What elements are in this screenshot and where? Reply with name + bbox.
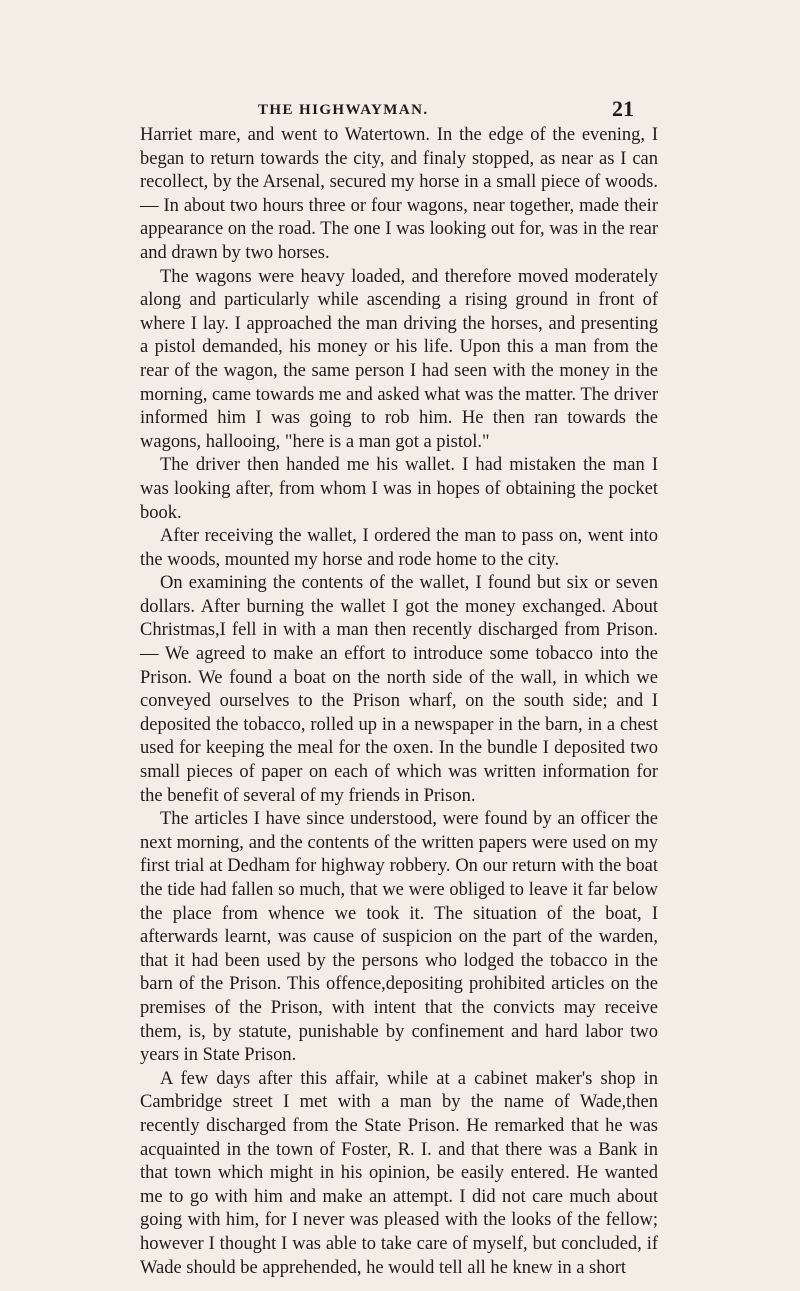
paragraph: The driver then handed me his wallet. I had mistaken the man I was looking after, from whom I was in hopes of obtaining the pocket book. — [140, 455, 658, 523]
paragraph: Harriet mare, and went to Watertown. In the edge of the evening, I began to return towards the city, and finaly stopped, as near as I can recollect, by the Arsenal, secured my horse in a small piece of woods.— In about two hours three or four wagons, near together, made their appearance on the road. The one I was looking out for, was in the rear and drawn by two horses. — [140, 125, 658, 263]
running-head: THE HIGHWAYMAN. — [258, 102, 429, 118]
page-number: 21 — [612, 96, 634, 121]
body-text — [140, 124, 658, 1280]
page-header — [0, 96, 800, 124]
paragraph: The wagons were heavy loaded, and therefore moved moderately along and particularly while ascending a rising ground in front of where I lay. I approached the man driving the horses, and presenting a pistol demanded, his money or his life. Upon this a man from the rear of the wagon, the same person I had seen with the money in the morning, came towards me and asked what was the matter. The driver informed him I was going to rob him. He then ran towards the wagons, hallooing, "here is a man got a pistol." — [140, 266, 659, 452]
paragraph: The articles I have since understood, were found by an officer the next morning, and the contents of the written papers were used on my first trial at Dedham for highway robbery. On our return with the boat the tide had fallen so much, that we were obliged to leave it far below the place from whence we took it. The situation of the boat, I afterwards learnt, was cause of suspicion on the part of the warden, that it had been used by the persons who lodged the tobacco in the barn of the Prison. This offence,depositing prohibited articles on the premises of the Prison, with intent that the convicts may receive them, is, by statute, punishable by confinement and hard labor two years in State Prison. — [140, 809, 658, 1066]
paragraph: On examining the contents of the wallet, I found but six or seven dollars. After burning the wallet I got the money exchanged. About Christmas,I fell in with a man then recently discharged from Prison.— We agreed to make an effort to introduce some tobacco into the Prison. We found a boat on the north side of the wall, in which we conveyed ourselves to the Prison wharf, on the south side; and I deposited the tobacco, rolled up in a newspaper in the barn, in a chest used for keeping the meal for the oxen. In the bundle I deposited two small pieces of paper on each of which was written information for the benefit of several of my friends in Prison. — [140, 573, 658, 806]
paragraph: After receiving the wallet, I ordered the man to pass on, went into the woods, mounted my horse and rode home to the city. — [140, 526, 658, 570]
paragraph: A few days after this affair, while at a cabinet maker's shop in Cambridge street I met with a man by the name of Wade,then recently discharged from the State Prison. He remarked that he was acquainted in the town of Foster, R. I. and that there was a Bank in that town which might in his opinion, be easily entered. He wanted me to go with him and make an attempt. I did not care much about going with him, for I never was pleased with the looks of the fellow; however I thought I was able to take care of myself, but concluded, if Wade should be apprehended, he would tell all he knew in a short — [140, 1068, 658, 1278]
